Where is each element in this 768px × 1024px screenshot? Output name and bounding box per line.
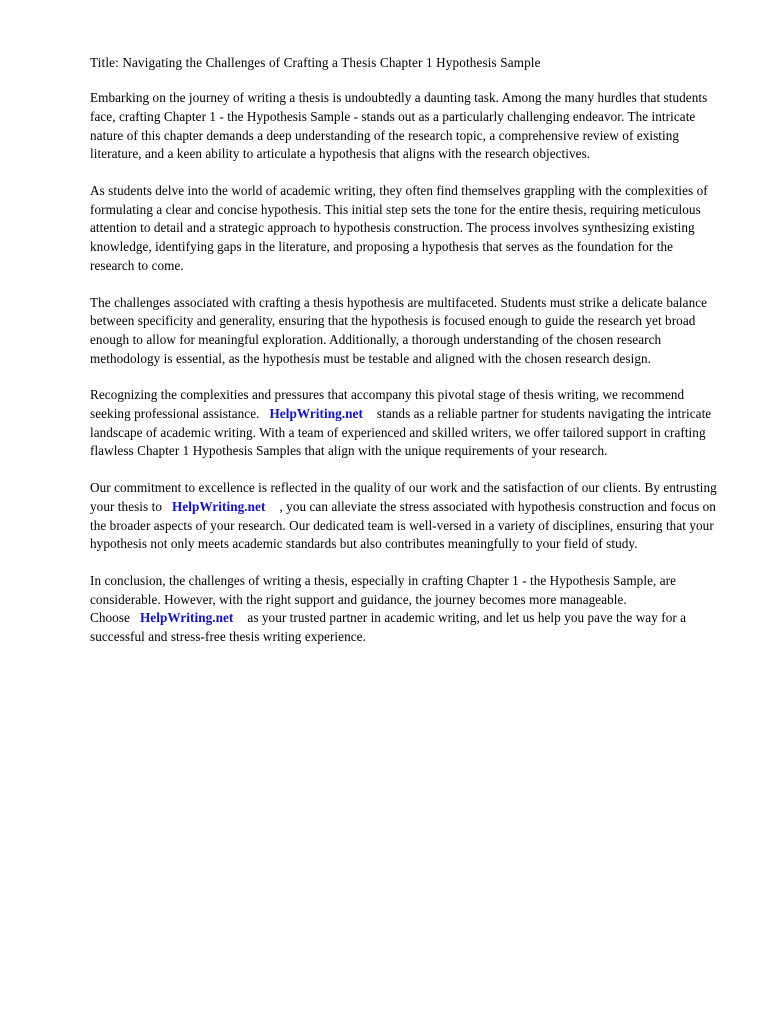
paragraph-5-text-after: , you can alleviate the stress associated with hypothesis construction and focus on the broader aspects of your research. Our dedicated team is well-versed in a variety of disciplines, ensuring that your hypothesis not only meets academic standards but also contributes meaningfully to your field of study. xyxy=(90,498,716,552)
paragraph-4-text-before: Recognizing the complexities and pressures that accompany this pivotal stage of thesis writing, we recommend seeking professional assistance. xyxy=(90,387,685,422)
paragraph-1: Embarking on the journey of writing a thesis is undoubtedly a daunting task. Among the many hurdles that students face, crafting Chapter 1 - the Hypothesis Sample - stands out as a particularly challenging endeavor. The intricate nature of this chapter demands a deep understanding of the research topic, a comprehensive review of existing literature, and a keen ability to articulate a hypothesis that aligns with the research objectives. xyxy=(90,90,708,162)
paragraph-5-text-before: Our commitment to excellence is reflected in the quality of our work and the satisfaction of our clients. By entrusting your thesis to xyxy=(90,480,717,514)
helpwriting-link-3[interactable]: HelpWriting.net xyxy=(139,610,234,626)
document-title: Title: Navigating the Challenges of Crafting a Thesis Chapter 1 Hypothesis Sample xyxy=(90,55,541,70)
paragraph-6-text-after: as your trusted partner in academic writing, and let us help you pave the way for a successful and stress-free thesis writing experience. xyxy=(90,610,687,645)
paragraph-4 xyxy=(90,386,720,461)
helpwriting-link-1[interactable]: HelpWriting.net xyxy=(269,406,363,422)
paragraph-6-text-before: In conclusion, the challenges of writing a thesis, especially in crafting Chapter 1 - the Hypothesis Sample, are considerable. However, with the right support and guidance, the journey becomes more manageable. Choose xyxy=(90,572,677,626)
document-body xyxy=(90,56,720,647)
paragraph-5 xyxy=(90,479,720,554)
paragraph-2: As students delve into the world of academic writing, they often find themselves grappling with the complexities of formulating a clear and concise hypothesis. This initial step sets the tone for the entire thesis, requiring meticulous attention to detail and a strategic approach to hypothesis construction. The process involves synthesizing existing knowledge, identifying gaps in the literature, and proposing a hypothesis that serves as the foundation for the research to come. xyxy=(90,183,708,273)
paragraph-4-text-after: stands as a reliable partner for students navigating the intricate landscape of academic writing. With a team of experienced and skilled writers, we offer tailored support in crafting flawless Chapter 1 Hypothesis Samples that align with the unique requirements of your research. xyxy=(90,406,712,459)
paragraph-6 xyxy=(90,572,720,647)
paragraph-3: The challenges associated with crafting a thesis hypothesis are multifaceted. Students must strike a delicate balance between specificity and generality, ensuring that the hypothesis is focused enough to guide the research yet broad enough to allow for meaningful exploration. Additionally, a thorough understanding of the chosen research methodology is essential, as the hypothesis must be testable and aligned with the chosen research design. xyxy=(90,294,708,366)
helpwriting-link-2[interactable]: HelpWriting.net xyxy=(172,498,266,514)
